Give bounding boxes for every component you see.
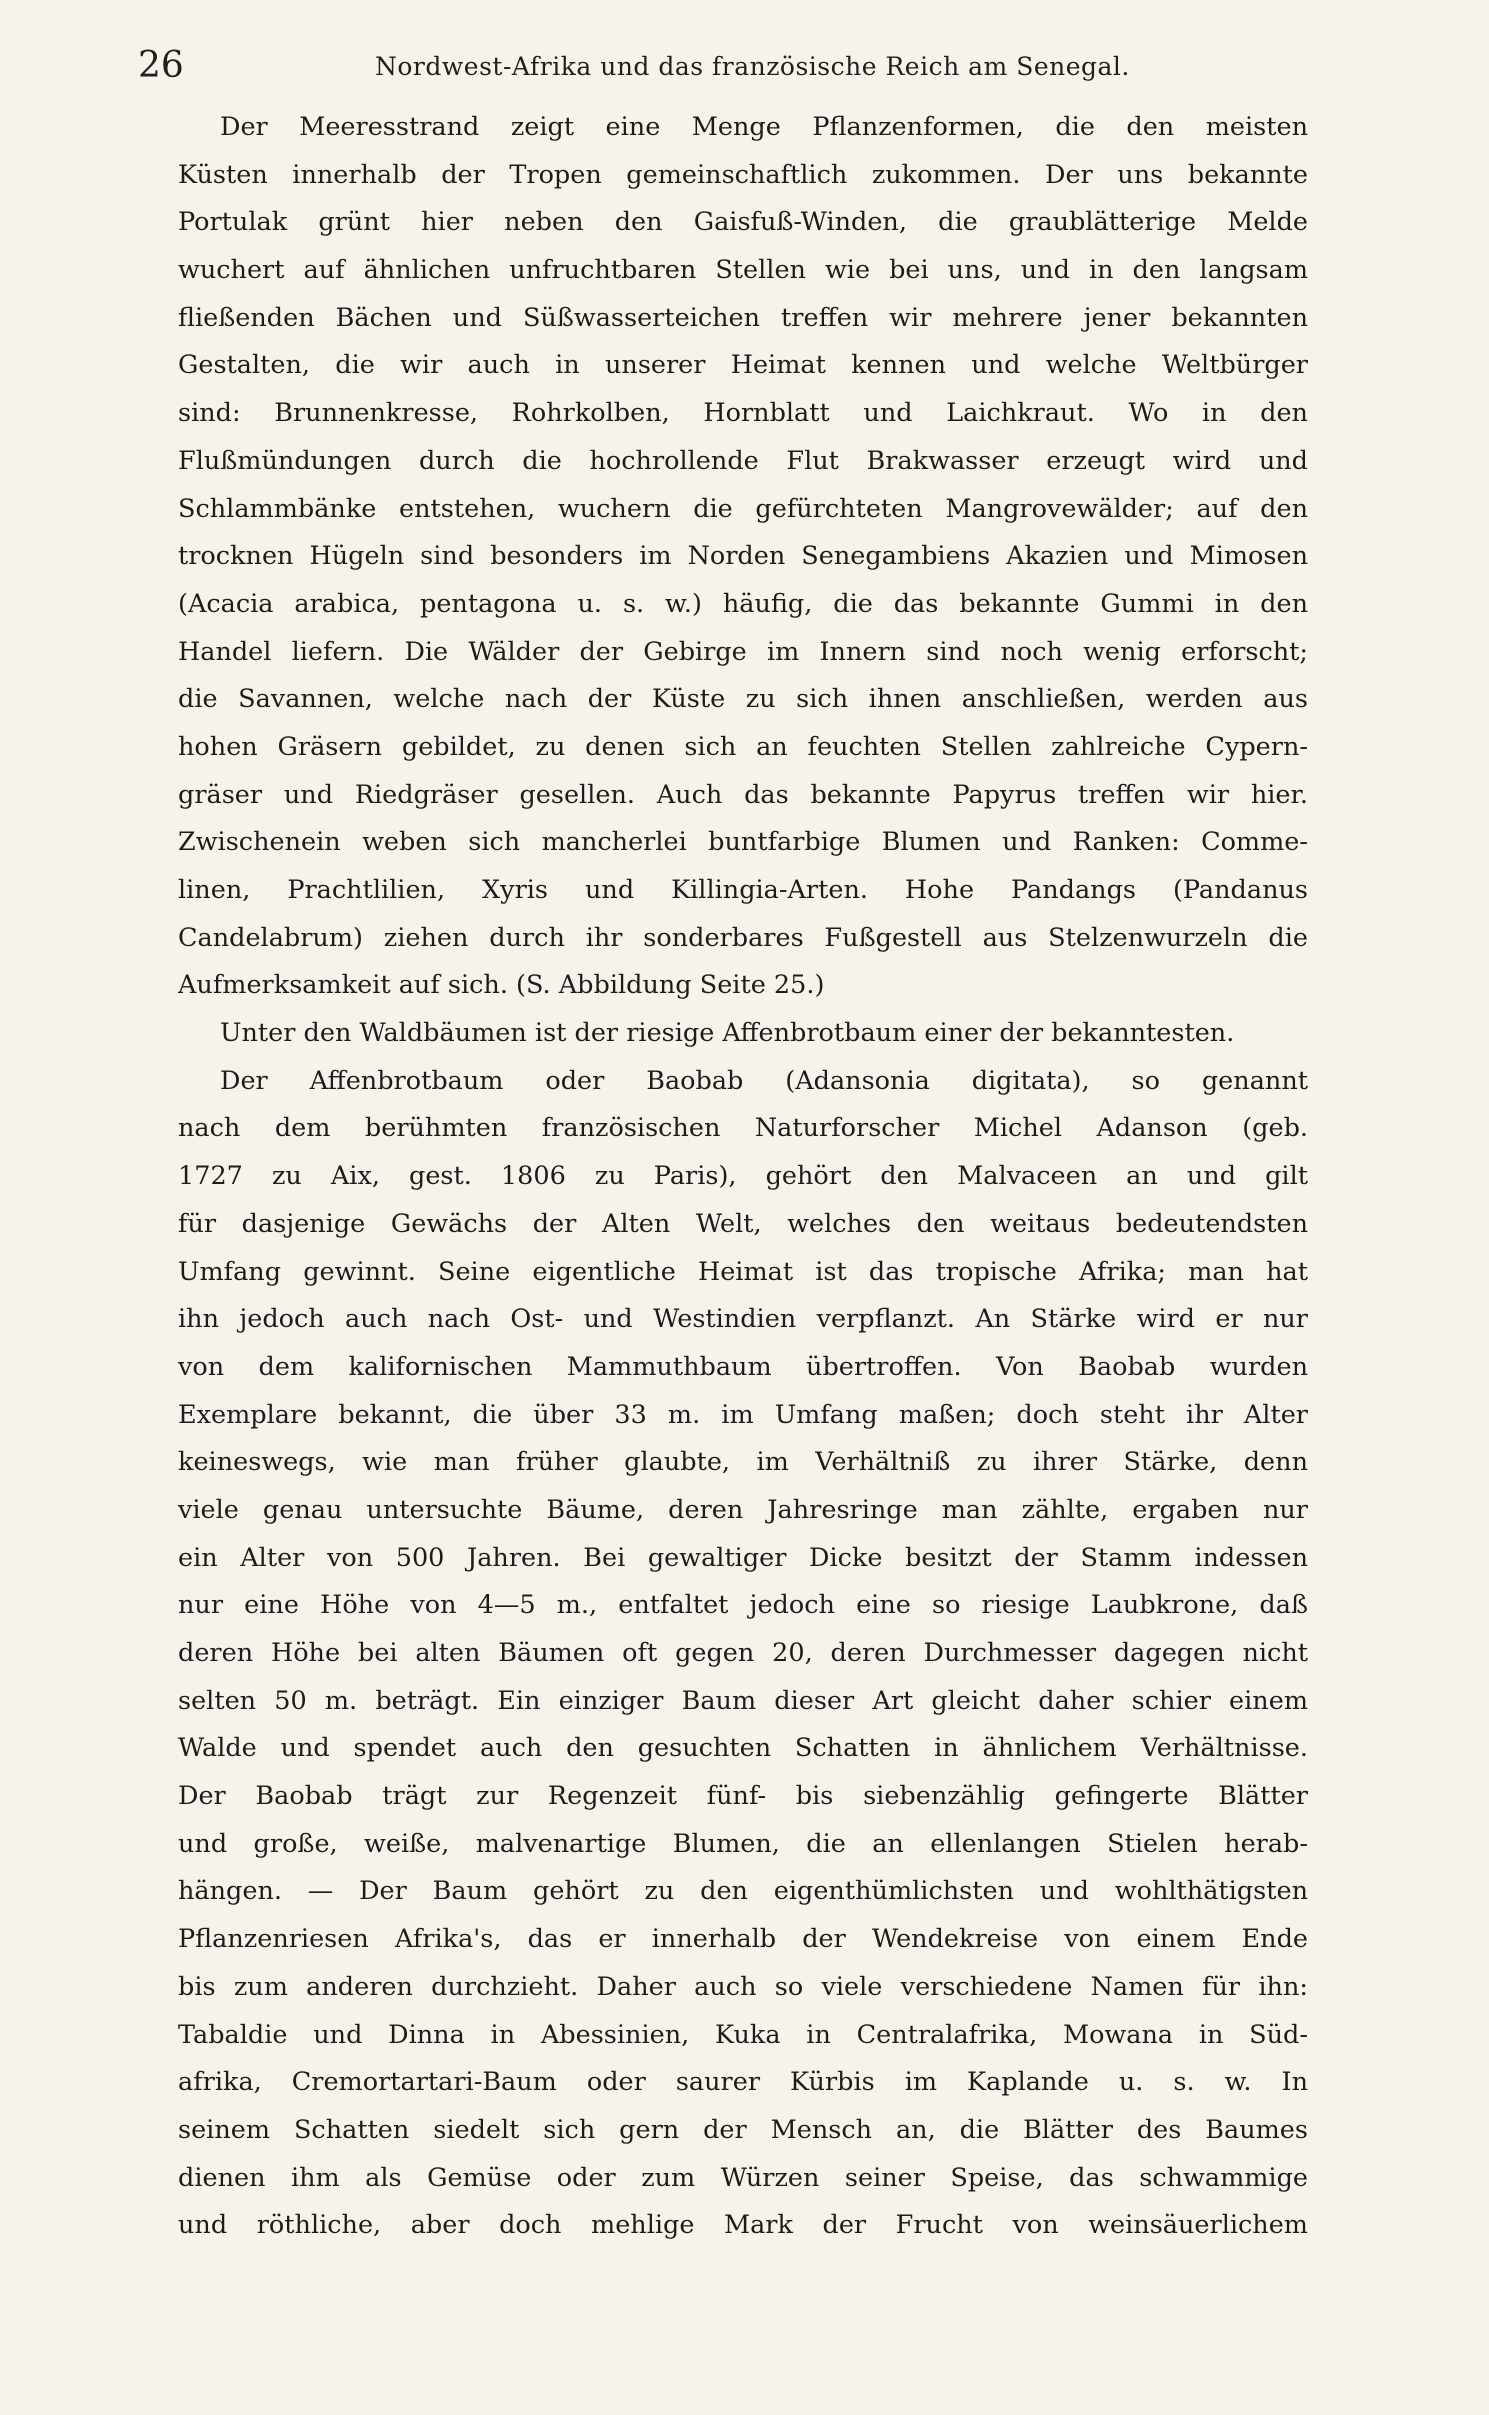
text-line: Der Meeresstrand zeigt eine Menge Pflanzenformen, die den meisten [220,112,1308,142]
text-line: nach dem berühmten französischen Naturforscher Michel Adanson (geb. [178,1113,1308,1144]
text-line: Der Baobab trägt zur Regenzeit fünf- bis siebenzählig gefingerte Blätter [178,1781,1308,1812]
text-line: linen, Prachtlilien, Xyris und Killingia-Arten. Hohe Pandangs (Pandanus [178,875,1308,905]
text-line: wuchert auf ähnlichen unfruchtbaren Stellen wie bei uns, und in den langsam [178,255,1308,286]
text-line: afrika, Cremortartari-Baum oder saurer Kürbis im Kaplande u. s. w. In [178,2067,1308,2098]
paragraph [178,104,1308,1010]
text-line: ihn jedoch auch nach Ost- und Westindien verpflanzt. An Stärke wird er nur [178,1304,1308,1335]
paragraph [178,1058,1308,2250]
text-line: gräser und Riedgräser gesellen. Auch das bekannte Papyrus treffen wir hier. [178,779,1308,810]
text-line: (Acacia arabica, pentagona u. s. w.) häufig, die das bekannte Gummi in den [178,588,1308,619]
text-line: Umfang gewinnt. Seine eigentliche Heimat ist das tropische Afrika; man hat [178,1256,1308,1287]
text-line: Schlammbänke entstehen, wuchern die gefürchteten Mangrovewälder; auf den [178,493,1308,524]
text-line: Zwischenein weben sich mancherlei buntfarbige Blumen und Ranken: Comme- [178,827,1308,858]
text-line: für dasjenige Gewächs der Alten Welt, welches den weitaus bedeutendsten [178,1208,1308,1239]
text-line: 1727 zu Aix, gest. 1806 zu Paris), gehört den Malvaceen an und gilt [178,1161,1308,1192]
body-text [178,104,1308,2250]
text-line: ein Alter von 500 Jahren. Bei gewaltiger Dicke besitzt der Stamm indessen [178,1542,1308,1573]
text-line: Pflanzenriesen Afrika's, das er innerhalb der Wendekreise von einem Ende [178,1924,1308,1955]
text-line: von dem kalifornischen Mammuthbaum übertroffen. Von Baobab wurden [178,1351,1308,1382]
page-header [138,42,1198,92]
text-line: hängen. — Der Baum gehört zu den eigenthümlichsten und wohlthätigsten [178,1876,1308,1907]
text-line: keineswegs, wie man früher glaubte, im Verhältniß zu ihrer Stärke, denn [178,1447,1308,1478]
text-line: Handel liefern. Die Wälder der Gebirge im Innern sind noch wenig erforscht; [178,636,1308,667]
text-line: bis zum anderen durchzieht. Daher auch so viele verschiedene Namen für ihn: [178,1971,1308,2002]
text-line: Portulak grünt hier neben den Gaisfuß-Winden, die graublätterige Melde [178,207,1308,238]
running-title: Nordwest-Afrika und das französische Reich am Senegal. [375,52,1130,81]
text-line: Küsten innerhalb der Tropen gemeinschaftlich zukommen. Der uns bekannte [178,159,1308,190]
text-line: und röthliche, aber doch mehlige Mark der Frucht von weinsäuerlichem [178,2210,1308,2241]
text-line: Candelabrum) ziehen durch ihr sonderbares Fußgestell aus Stelzenwurzeln die [178,922,1308,953]
text-line: Aufmerksamkeit auf sich. (S. Abbildung Seite 25.) [178,970,825,1001]
text-line: sind: Brunnenkresse, Rohrkolben, Hornblatt und Laichkraut. Wo in den [178,398,1308,429]
text-line: trocknen Hügeln sind besonders im Norden Senegambiens Akazien und Mimosen [178,541,1308,572]
text-line: dienen ihm als Gemüse oder zum Würzen seiner Speise, das schwammige [178,2162,1308,2193]
text-line: hohen Gräsern gebildet, zu denen sich an feuchten Stellen zahlreiche Cypern- [178,731,1308,762]
text-line: Walde und spendet auch den gesuchten Schatten in ähnlichem Verhältnisse. [178,1733,1308,1764]
text-line: seinem Schatten siedelt sich gern der Mensch an, die Blätter des Baumes [178,2114,1308,2145]
text-line: Exemplare bekannt, die über 33 m. im Umfang maßen; doch steht ihr Alter [178,1399,1308,1430]
text-line: Flußmündungen durch die hochrollende Flut Brakwasser erzeugt wird und [178,445,1308,476]
text-line: Gestalten, die wir auch in unserer Heimat kennen und welche Weltbürger [178,350,1308,381]
text-line: die Savannen, welche nach der Küste zu sich ihnen anschließen, werden aus [178,684,1308,715]
text-line: und große, weiße, malvenartige Blumen, die an ellenlangen Stielen herab- [178,1828,1308,1859]
page-number: 26 [138,45,184,86]
text-line: Unter den Waldbäumen ist der riesige Affenbrotbaum einer der bekanntesten. [220,1018,1235,1049]
paragraph [178,1010,1308,1058]
text-line: Der Affenbrotbaum oder Baobab (Adansonia digitata), so genannt [220,1065,1308,1096]
text-line: viele genau untersuchte Bäume, deren Jahresringe man zählte, ergaben nur [178,1494,1308,1525]
text-line: Tabaldie und Dinna in Abessinien, Kuka in Centralafrika, Mowana in Süd- [178,2019,1308,2050]
text-line: selten 50 m. beträgt. Ein einziger Baum dieser Art gleicht daher schier einem [178,1685,1308,1716]
text-line: deren Höhe bei alten Bäumen oft gegen 20, deren Durchmesser dagegen nicht [178,1638,1308,1668]
text-line: nur eine Höhe von 4—5 m., entfaltet jedoch eine so riesige Laubkrone, daß [178,1590,1308,1621]
text-line: fließenden Bächen und Süßwasserteichen treffen wir mehrere jener bekannten [178,302,1308,333]
